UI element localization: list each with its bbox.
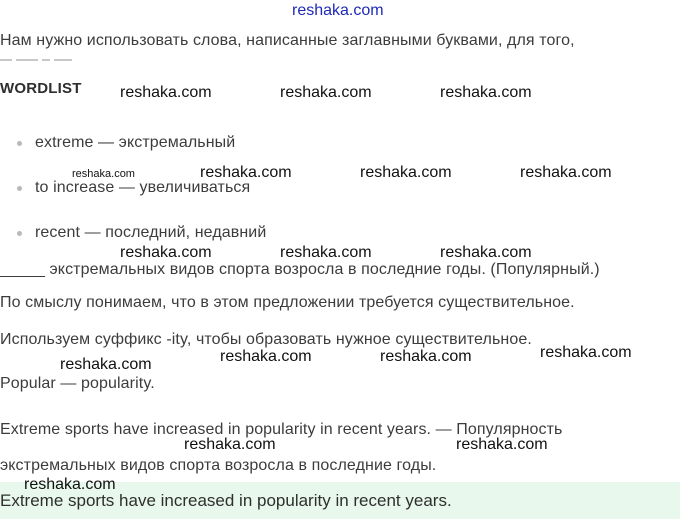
watermark: reshaka.com xyxy=(360,164,452,181)
wordlist-heading: WORDLIST xyxy=(0,80,82,97)
list-item: to increase — увеличиваться xyxy=(35,179,251,196)
watermark: reshaka.com xyxy=(200,164,292,181)
watermark: reshaka.com xyxy=(24,476,116,493)
task-sentence: _____ экстремальных видов спорта возросла в последние годы. (Популярный.) xyxy=(0,261,600,278)
site-link[interactable]: reshaka.com xyxy=(292,2,384,19)
explanation-suffix: Используем суффикс -ity, чтобы образовать нужное существительное. xyxy=(0,331,532,348)
watermark: reshaka.com xyxy=(456,436,548,453)
word-formation: Popular — popularity. xyxy=(0,375,155,392)
translation-line-1: Extreme sports have increased in popularity in recent years. — Популярность xyxy=(0,421,563,438)
watermark: reshaka.com xyxy=(60,356,152,373)
watermark: reshaka.com xyxy=(220,348,312,365)
bullet-icon xyxy=(17,186,22,191)
truncated-line-fragment xyxy=(0,59,85,65)
answer-text: Extreme sports have increased in popularity in recent years. xyxy=(0,491,452,510)
list-item: extreme — экстремальный xyxy=(35,134,236,151)
watermark: reshaka.com xyxy=(120,84,212,101)
watermark: reshaka.com xyxy=(440,84,532,101)
list-item: recent — последний, недавний xyxy=(35,224,267,241)
intro-text: Нам нужно использовать слова, написанные заглавными буквами, для того, xyxy=(0,32,575,49)
watermark: reshaka.com xyxy=(440,244,532,261)
watermark: reshaka.com xyxy=(120,244,212,261)
watermark: reshaka.com xyxy=(72,168,135,180)
watermark: reshaka.com xyxy=(280,244,372,261)
bullet-icon xyxy=(17,231,22,236)
explanation-noun: По смыслу понимаем, что в этом предложении требуется существительное. xyxy=(0,294,575,311)
watermark: reshaka.com xyxy=(540,344,632,361)
watermark: reshaka.com xyxy=(520,164,612,181)
watermark: reshaka.com xyxy=(380,348,472,365)
translation-line-2: экстремальных видов спорта возросла в последние годы. xyxy=(0,457,437,474)
bullet-icon xyxy=(17,141,22,146)
watermark: reshaka.com xyxy=(184,436,276,453)
watermark: reshaka.com xyxy=(280,84,372,101)
